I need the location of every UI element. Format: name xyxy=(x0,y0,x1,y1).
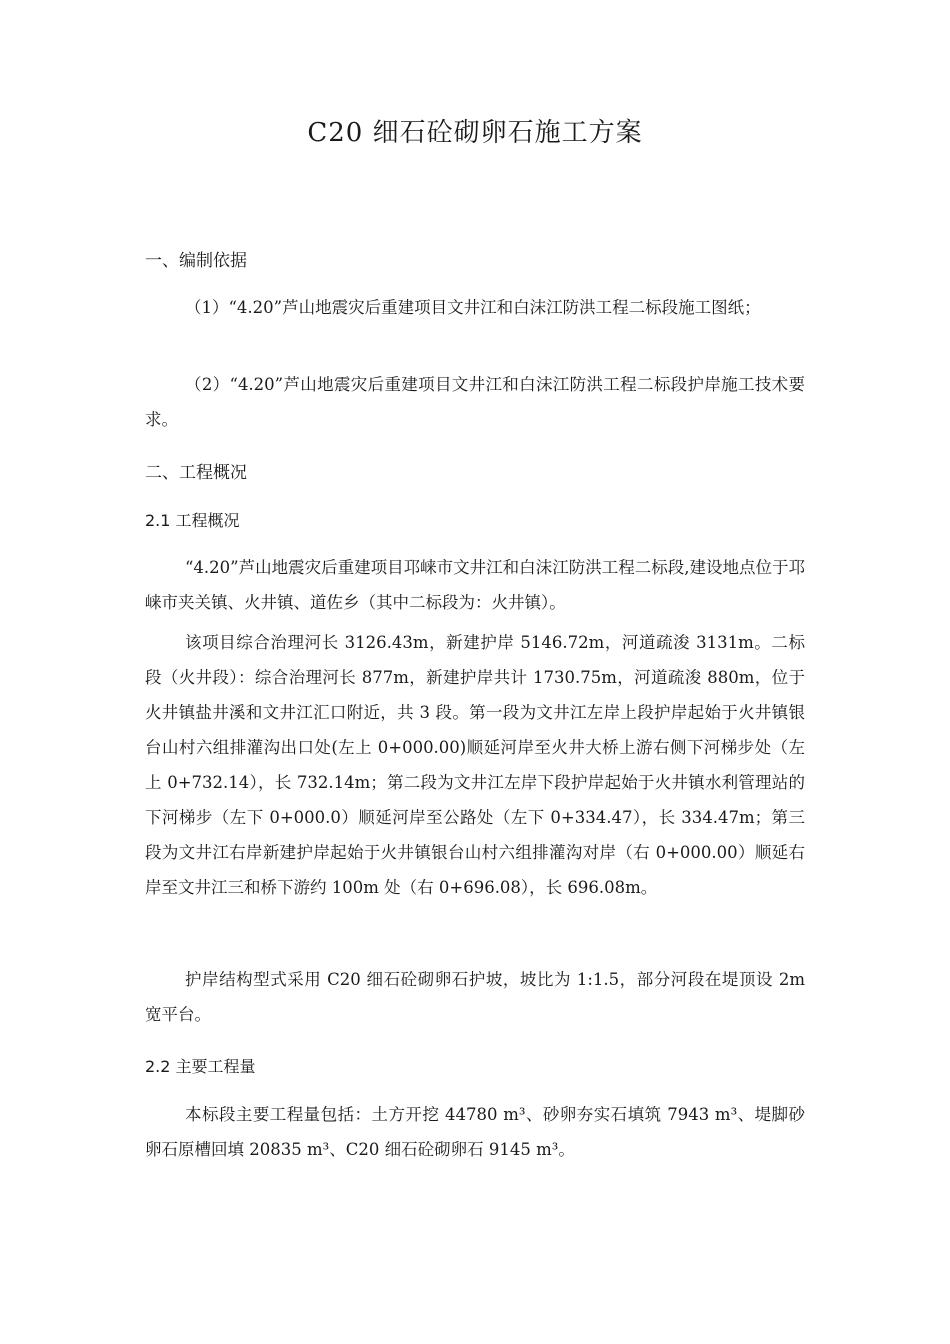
basis-item-1: （1）“4.20”芦山地震灾后重建项目文井江和白沫江防洪工程二标段施工图纸； xyxy=(185,298,761,317)
section-heading-basis: 一、编制依据 xyxy=(145,251,247,271)
subsection-heading-2-2: 2.2 主要工程量 xyxy=(145,1057,256,1076)
section-heading-overview: 二、工程概况 xyxy=(145,463,247,483)
subsection-heading-2-1: 2.1 工程概况 xyxy=(145,511,240,530)
overview-paragraph-scope: 该项目综合治理河长 3126.43m，新建护岸 5146.72m，河道疏浚 3131m。二标段（火井段）：综合治理河长 877m，新建护岸共计 1730.75m，河道疏浚 880m，位于火井镇盐井溪和文井江汇口附近，共 3 段。第一段为文井江左岸上段护岸起始于火井镇银台山村六组排灌沟出口处(左上 0+000.00)顺延河岸至火井大桥上游右侧下河梯步处（左上 0+732.14），长 732.14m；第二段为文井江左岸下段护岸起始于火井镇水利管理站的下河梯步（左下 0+000.0）顺延河岸至公路处（左下 0+334.47），长 334.47m；第三段为文井江右岸新建护岸起始于火井镇银台山村六组排灌沟对岸（右 0+000.00）顺延右岸至文井江三和桥下游约 100m 处（右 0+696.08），长 696.08m。 xyxy=(145,633,805,897)
overview-paragraph-location: “4.20”芦山地震灾后重建项目邛崃市文井江和白沫江防洪工程二标段,建设地点位于邛崃市夹关镇、火井镇、道佐乡（其中二标段为：火井镇）。 xyxy=(145,558,805,612)
quantities-paragraph: 本标段主要工程量包括：土方开挖 44780 m³、砂卵夯实石填筑 7943 m³、堤脚砂卵石原槽回填 20835 m³、C20 细石砼砌卵石 9145 m³。 xyxy=(145,1105,805,1159)
basis-item-2: （2）“4.20”芦山地震灾后重建项目文井江和白沫江防洪工程二标段护岸施工技术要求。 xyxy=(145,375,805,429)
overview-paragraph-structure: 护岸结构型式采用 C20 细石砼砌卵石护坡，坡比为 1:1.5，部分河段在堤顶设 2m 宽平台。 xyxy=(145,970,805,1024)
document-title: C20 细石砼砌卵石施工方案 xyxy=(307,118,643,148)
